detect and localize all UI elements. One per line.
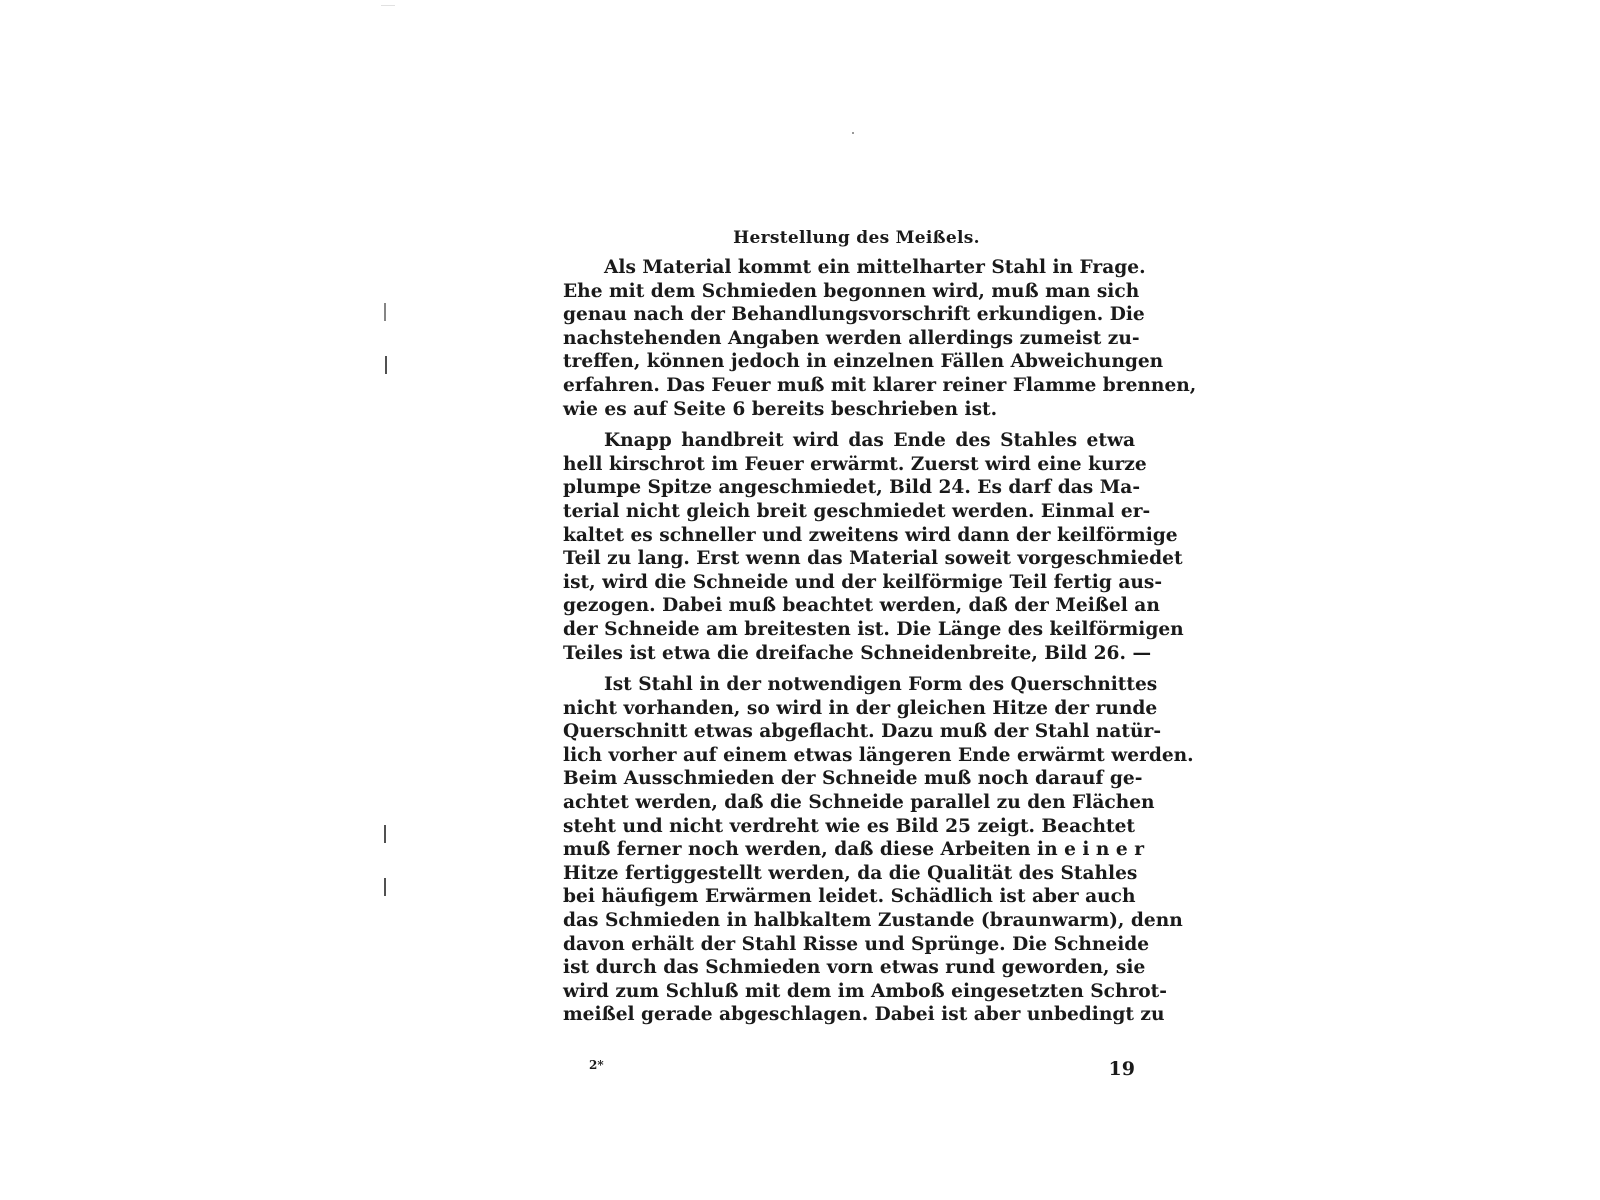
text-line: genau nach der Behandlungsvorschrift erkundigen. Die: [563, 304, 1145, 326]
text-line: hell kirschrot im Feuer erwärmt. Zuerst wird eine kurze: [563, 453, 1147, 475]
text-line: gezogen. Dabei muß beachtet werden, daß der Meißel an: [563, 595, 1160, 617]
text-line: achtet werden, daß die Schneide parallel zu den Flächen: [563, 792, 1155, 814]
text-line: Als Material kommt ein mittelharter Stahl in Frage.: [604, 257, 1146, 278]
scan-artifact: [385, 356, 387, 374]
text-line: nicht vorhanden, so wird in der gleichen Hitze der runde: [563, 697, 1158, 719]
text-line: bei häufigem Erwärmen leidet. Schädlich ist aber auch: [563, 886, 1136, 908]
scan-artifact: [384, 878, 386, 896]
text-line: wie es auf Seite 6 bereits beschrieben ist.: [563, 398, 998, 420]
text-line: Teiles ist etwa die dreifache Schneidenbreite, Bild 26. —: [563, 642, 1152, 664]
text-line: Ist Stahl in der notwendigen Form des Querschnittes: [604, 674, 1158, 696]
text-line: ist, wird die Schneide und der keilförmige Teil fertig aus-: [563, 571, 1163, 593]
text-line: Querschnitt etwas abgeflacht. Dazu muß der Stahl natür-: [563, 721, 1162, 743]
text-line: ist durch das Schmieden vorn etwas rund geworden, sie: [563, 957, 1146, 979]
paragraph: [563, 429, 1184, 665]
signature-mark: 2*: [589, 1058, 604, 1072]
scan-artifact: [381, 5, 395, 6]
paragraphs: [563, 256, 1197, 1027]
text-line: erfahren. Das Feuer muß mit klarer reiner Flamme brennen,: [563, 374, 1197, 396]
text-line: lich vorher auf einem etwas längeren Ende erwärmt werden.: [563, 744, 1194, 766]
page-number: 19: [1108, 1058, 1135, 1080]
text-line: Teil zu lang. Erst wenn das Material soweit vorgeschmiedet: [563, 548, 1183, 570]
text-line: steht und nicht verdreht wie es Bild 25 zeigt. Beachtet: [563, 815, 1135, 837]
text-line: nachstehenden Angaben werden allerdings zumeist zu-: [563, 327, 1140, 349]
text-line: Ehe mit dem Schmieden begonnen wird, muß man sich: [563, 280, 1140, 302]
text-line: Hitze fertiggestellt werden, da die Qualität des Stahles: [563, 862, 1138, 884]
text-line: der Schneide am breitesten ist. Die Länge des keilförmigen: [563, 618, 1184, 640]
scan-artifact: [852, 132, 854, 134]
text-line: Beim Ausschmieden der Schneide muß noch darauf ge-: [563, 768, 1143, 790]
text-line: treffen, können jedoch in einzelnen Fällen Abweichungen: [563, 351, 1164, 373]
scan-artifact: [384, 825, 386, 843]
text-line: wird zum Schluß mit dem im Amboß eingesetzten Schrot-: [563, 980, 1167, 1002]
text-line: meißel gerade abgeschlagen. Dabei ist aber unbedingt zu: [563, 1004, 1165, 1026]
text-block: [563, 228, 1197, 1035]
scan-artifact: [384, 303, 386, 321]
text-line: kaltet es schneller und zweitens wird dann der keilförmige: [563, 524, 1178, 546]
text-line: muß ferner noch werden, daß diese Arbeiten in e i n e r: [563, 839, 1145, 861]
text-line: das Schmieden in halbkaltem Zustande (braunwarm), denn: [563, 910, 1183, 932]
section-heading: Herstellung des Meißels.: [733, 228, 980, 248]
paragraph: [563, 256, 1197, 421]
text-line: davon erhält der Stahl Risse und Sprünge. Die Schneide: [563, 933, 1150, 955]
page-footer: [563, 1058, 1135, 1084]
paragraph: [563, 673, 1194, 1027]
text-line: plumpe Spitze angeschmiedet, Bild 24. Es darf das Ma-: [563, 477, 1141, 499]
text-line: Knapp handbreit wird das Ende des Stahles etwa: [604, 430, 1135, 452]
text-line: terial nicht gleich breit geschmiedet werden. Einmal er-: [563, 500, 1151, 522]
